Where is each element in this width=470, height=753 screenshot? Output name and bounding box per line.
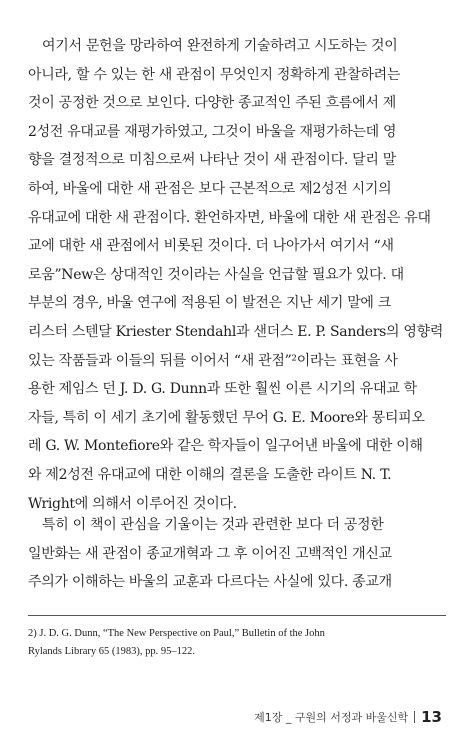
text-line: 자들, 특히 이 세기 초기에 활동했던 무어 G. E. Moore와 몽티피오 bbox=[28, 409, 425, 426]
text-line: 교에 대한 새 관점에서 비롯된 것이다. 더 나아가서 여기서 “새 bbox=[28, 238, 394, 255]
running-chapter-title: 제1장 _ 구원의 서정과 바울신학 bbox=[254, 711, 409, 724]
text-line: 용한 제임스 던 J. D. G. Dunn과 또한 훨씬 이른 시기의 유대교 학 bbox=[28, 381, 417, 398]
body-paragraph-2 bbox=[28, 511, 448, 597]
body-paragraph-1 bbox=[28, 32, 448, 518]
text-line: 것이 공정한 것으로 보인다. 다양한 종교적인 주된 흐름에서 제 bbox=[28, 95, 396, 112]
text-line: 와 제2성전 유대교에 대한 이해의 결론을 도출한 라이트 N. T. bbox=[28, 466, 392, 483]
text-line: 2성전 유대교를 재평가하였고, 그것이 바울을 재평가하는데 영 bbox=[28, 123, 397, 140]
page-footer bbox=[254, 708, 442, 726]
text-line: 로움”New은 상대적인 것이라는 사실을 언급할 필요가 있다. 대 bbox=[28, 266, 404, 283]
text-line: 일반화는 새 관점이 종교개혁과 그 후 이어진 고백적인 개신교 bbox=[28, 545, 392, 562]
text-line: 여기서 문헌을 망라하여 완전하게 기술하려고 시도하는 것이 bbox=[42, 38, 398, 54]
text-line: 특히 이 책이 관심을 기울이는 것과 관련한 보다 더 공정한 bbox=[42, 517, 384, 533]
text-line: 있는 작품들과 이들의 뒤를 이어서 “새 관점”²이라는 표현을 사 bbox=[28, 352, 398, 369]
text-line: 리스터 스텐달 Kriester Stendahl과 샌더스 E. P. Sanders의 영향력 bbox=[28, 323, 444, 340]
text-line: Wright에 의해서 이루어진 것이다. bbox=[28, 495, 237, 512]
text-line: 부분의 경우, 바울 연구에 적용된 이 발전은 지난 세기 말에 크 bbox=[28, 295, 392, 312]
footnote bbox=[28, 625, 448, 661]
text-line: 레 G. W. Montefiore와 같은 학자들이 일구어낸 바울에 대한 이해 bbox=[28, 438, 423, 455]
footer-separator bbox=[414, 711, 415, 723]
text-line: 유대교에 대한 새 관점이다. 환언하자면, 바울에 대한 새 관점은 유대 bbox=[28, 209, 431, 226]
footnote-divider bbox=[28, 615, 446, 616]
footnote-line: 2) J. D. G. Dunn, “The New Perspective on Paul,” Bulletin of the John bbox=[28, 628, 325, 639]
text-line: 주의가 이해하는 바울의 교훈과 다르다는 사실에 있다. 종교개 bbox=[28, 574, 392, 591]
text-line: 아니라, 할 수 있는 한 새 관점이 무엇인지 정확하게 관찰하려는 bbox=[28, 66, 401, 83]
page-number: 13 bbox=[421, 708, 442, 726]
text-line: 향을 결정적으로 미침으로써 나타난 것이 새 관점이다. 달리 말 bbox=[28, 152, 396, 169]
text-line: 하여, 바울에 대한 새 관점은 보다 근본적으로 제2성전 시기의 bbox=[28, 180, 392, 197]
footnote-line: Rylands Library 65 (1983), pp. 95–122. bbox=[28, 646, 195, 657]
